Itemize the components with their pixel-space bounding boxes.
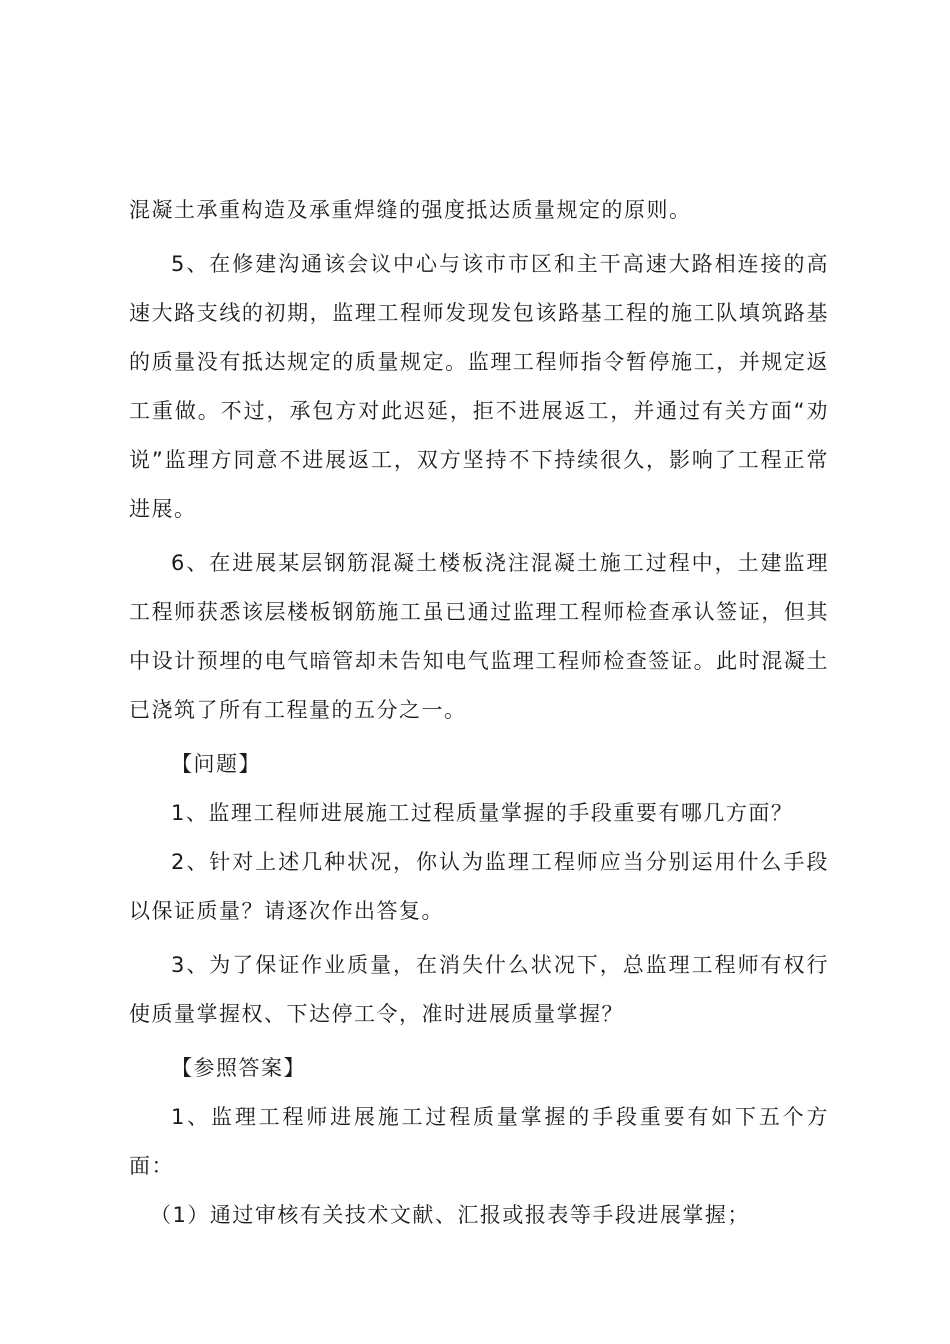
paragraph-case-6: 6、在进展某层钢筋混凝土楼板浇注混凝土施工过程中，土建监理工程师获悉该层楼板钢筋施工虽已通过监理工程师检查承认签证，但其中设计预埋的电气暗管却未告知电气监理工程师检查签证。此时混凝土已浇筑了所有工程量的五分之一。: [129, 551, 829, 722]
section-heading-answers: 【参照答案】: [171, 1056, 306, 1080]
paragraph-case-5: 5、在修建沟通该会议中心与该市市区和主干高速大路相连接的高速大路支线的初期，监理工程师发现发包该路基工程的施工队填筑路基的质量没有抵达规定的质量规定。监理工程师指令暂停施工，并规定返工重做。不过，承包方对此迟延，拒不进展返工，并通过有关方面“劝说”监理方同意不进展返工，双方坚持不下持续很久，影响了工程正常进展。: [129, 252, 829, 521]
paragraph-continuation: 混凝土承重构造及承重焊缝的强度抵达质量规定的原则。: [129, 198, 692, 222]
document-body: [129, 186, 829, 1240]
answer-1: 1、监理工程师进展施工过程质量掌握的手段重要有如下五个方面：: [129, 1105, 829, 1178]
answer-1-item-1: （1）通过审核有关技术文献、汇报或报表等手段进展掌握；: [150, 1203, 750, 1227]
question-1: 1、监理工程师进展施工过程质量掌握的手段重要有哪几方面？: [171, 801, 794, 825]
question-2: 2、针对上述几种状况，你认为监理工程师应当分别运用什么手段以保证质量？请逐次作出答复。: [129, 850, 829, 923]
section-heading-questions: 【问题】: [171, 752, 261, 776]
question-3: 3、为了保证作业质量，在消失什么状况下，总监理工程师有权行使质量掌握权、下达停工令，准时进展质量掌握？: [129, 953, 829, 1026]
